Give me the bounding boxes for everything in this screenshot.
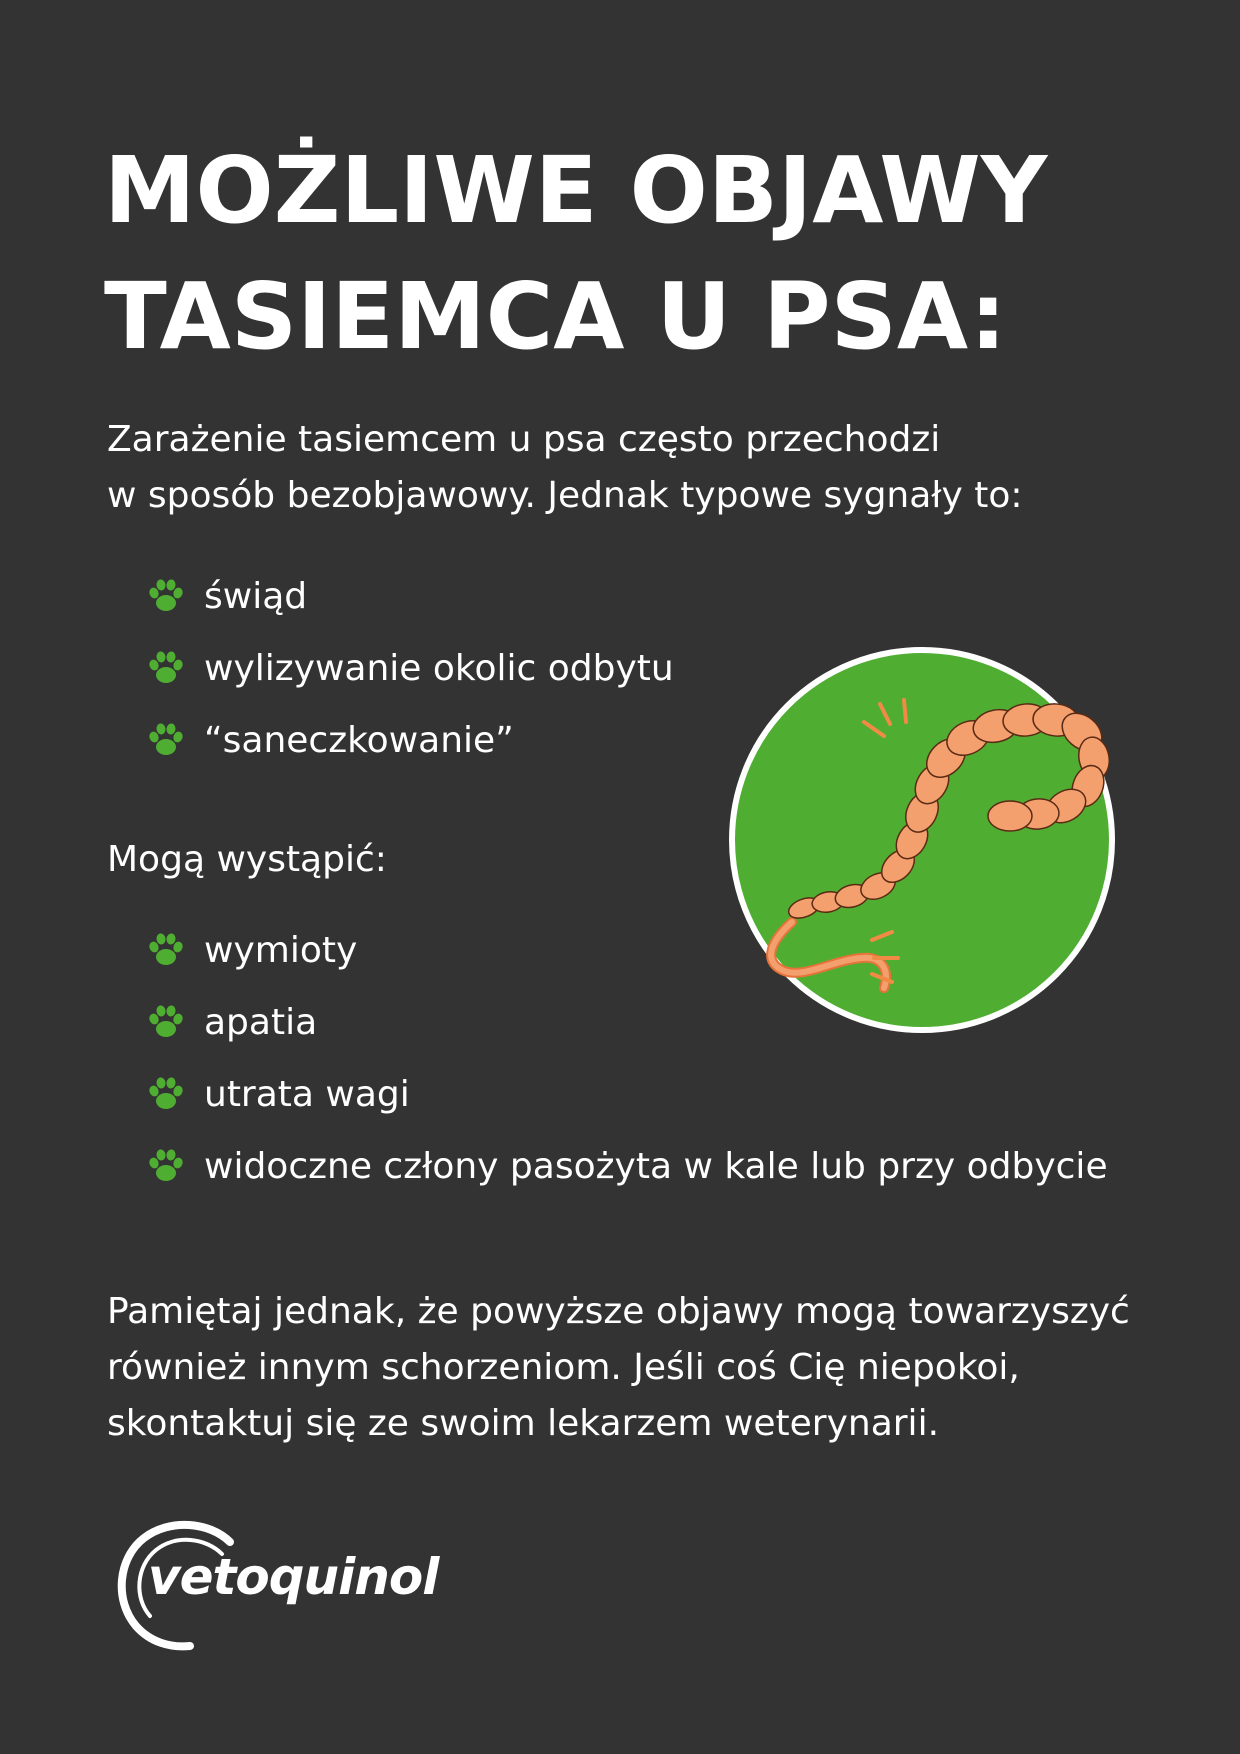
closing-line-2: również innym schorzeniom. Jeśli coś Cię niepokoi, [107, 1347, 1020, 1388]
list-item-label: wymioty [204, 929, 358, 971]
typical-symptoms-list [146, 560, 674, 776]
list-item [146, 632, 674, 704]
list-item [146, 1058, 1108, 1130]
paw-icon [146, 720, 186, 760]
closing-paragraph [107, 1284, 1207, 1452]
intro-paragraph [107, 412, 1207, 524]
paw-icon [146, 930, 186, 970]
list-item [146, 1130, 1108, 1202]
list-item-label: widoczne człony pasożyta w kale lub przy odbycie [204, 1145, 1108, 1187]
closing-line-1: Pamiętaj jednak, że powyższe objawy mogą towarzyszyć [107, 1291, 1130, 1332]
list-item-label: “saneczkowanie” [204, 719, 514, 761]
page-title [104, 128, 1184, 380]
closing-line-3: skontaktuj się ze swoim lekarzem weterynarii. [107, 1403, 940, 1444]
vetoquinol-logo [110, 1514, 450, 1654]
list-item [146, 704, 674, 776]
list-item [146, 560, 674, 632]
title-line-2: TASIEMCA U PSA: [104, 263, 1007, 370]
list-item-label: wylizywanie okolic odbytu [204, 647, 674, 689]
intro-line-2: w sposób bezobjawowy. Jednak typowe sygnały to: [107, 475, 1023, 516]
paw-icon [146, 576, 186, 616]
paw-icon [146, 1146, 186, 1186]
list-item-label: świąd [204, 575, 308, 617]
paw-icon [146, 1074, 186, 1114]
tapeworm-illustration [712, 640, 1132, 1040]
list-item-label: apatia [204, 1001, 318, 1043]
possible-symptoms-heading: Mogą wystąpić: [107, 839, 387, 880]
logo-text: vetoquinol [148, 1548, 439, 1606]
paw-icon [146, 648, 186, 688]
title-line-1: MOŻLIWE OBJAWY [104, 137, 1048, 244]
intro-line-1: Zarażenie tasiemcem u psa często przechodzi [107, 419, 941, 460]
list-item-label: utrata wagi [204, 1073, 410, 1115]
paw-icon [146, 1002, 186, 1042]
